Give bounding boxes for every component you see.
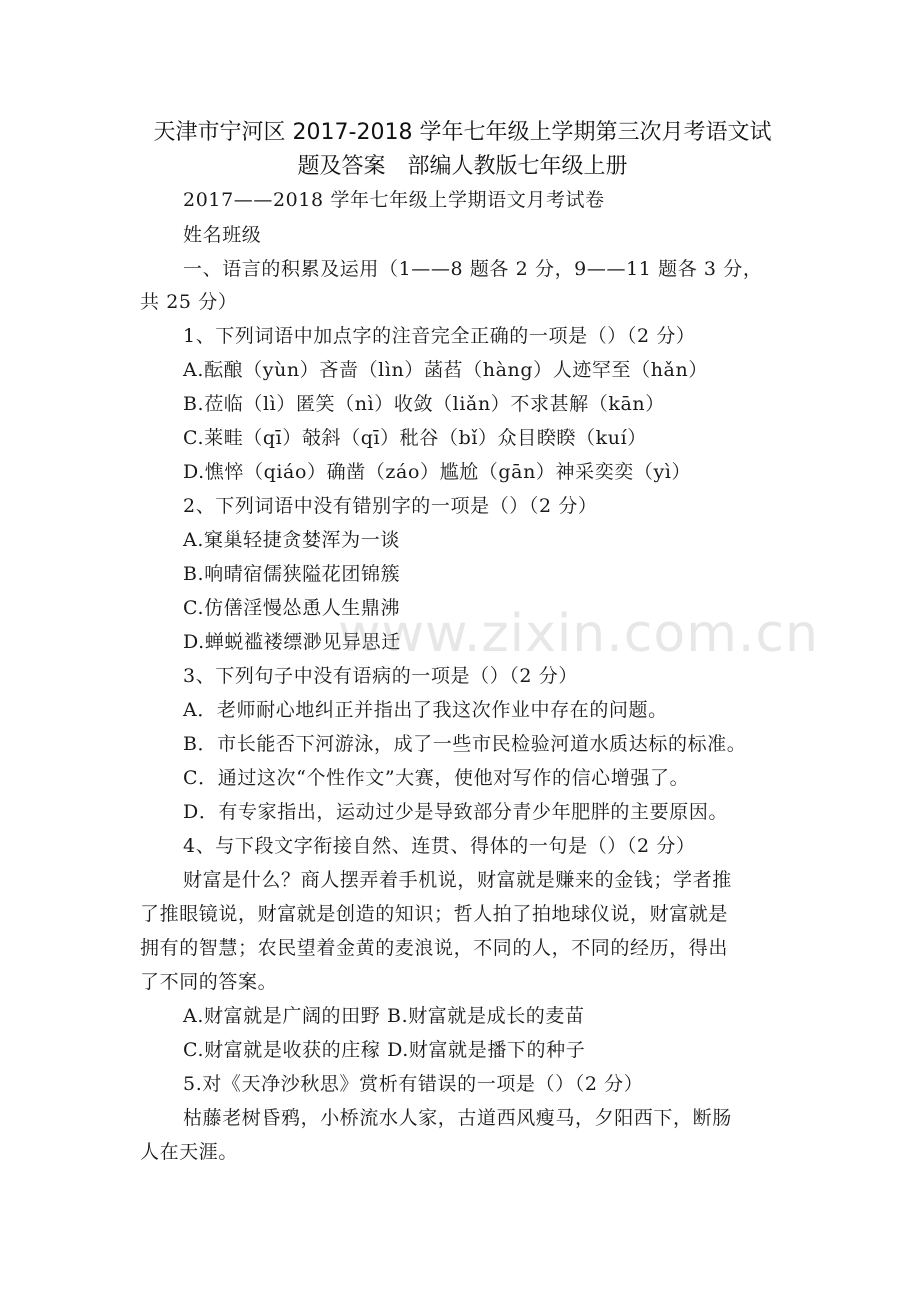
question-3-option-d: D．有专家指出，运动过少是导致部分青少年肥胖的主要原因。 <box>183 801 729 823</box>
question-3-option-b: B．市长能否下河游泳，成了一些市民检验河道水质达标的标准。 <box>183 733 747 755</box>
question-4-passage-line-1: 财富是什么？商人摆弄着手机说，财富就是赚来的金钱；学者推 <box>183 869 732 891</box>
question-1-option-c: C.莱畦（qī）攲斜（qī）秕谷（bǐ）众目睽睽（kuí） <box>183 427 647 449</box>
question-4-options-ab: A.财富就是广阔的田野 B.财富就是成长的麦苗 <box>183 1005 585 1027</box>
question-4-stem: 4、与下段文字衔接自然、连贯、得体的一句是（）（2 分） <box>183 835 696 857</box>
document-title-line-2: 题及答案 部编人教版七年级上册 <box>297 154 628 179</box>
watermark: www.zixin.com.cn <box>338 604 819 664</box>
exam-title: 2017——2018 学年七年级上学期语文月考试卷 <box>183 189 605 211</box>
question-4-passage-line-2: 了推眼镜说，财富就是创造的知识；哲人拍了拍地球仪说，财富就是 <box>140 903 729 925</box>
section-1-heading-cont: 共 25 分） <box>140 291 238 313</box>
name-class-label: 姓名班级 <box>183 224 262 246</box>
question-3-option-a: A．老师耐心地纠正并指出了我这次作业中存在的问题。 <box>183 699 668 721</box>
question-2-option-a: A.窠巢轻捷贪婪浑为一谈 <box>183 529 400 551</box>
question-1-option-a: A.酝酿（yùn）吝啬（lìn）菡萏（hàng）人迹罕至（hǎn） <box>183 359 708 381</box>
question-4-passage-line-3: 拥有的智慧；农民望着金黄的麦浪说，不同的人，不同的经历，得出 <box>140 937 729 959</box>
question-1-option-b: B.莅临（lì）匿笑（nì）收敛（liǎn）不求甚解（kān） <box>183 393 665 415</box>
question-5-stem: 5.对《天净沙秋思》赏析有错误的一项是（）（2 分） <box>183 1073 644 1095</box>
question-2-option-b: B.响晴宿儒狭隘花团锦簇 <box>183 563 401 585</box>
question-5-poem-line-2: 人在天涯。 <box>140 1141 239 1163</box>
question-2-option-d: D.蝉蜕褴褛缥渺见异思迁 <box>183 631 401 653</box>
question-4-options-cd: C.财富就是收获的庄稼 D.财富就是播下的种子 <box>183 1039 586 1061</box>
section-1-heading: 一、语言的积累及运用（1——8 题各 2 分，9——11 题各 3 分， <box>183 258 763 280</box>
question-3-stem: 3、下列句子中没有语病的一项是（）（2 分） <box>183 665 578 687</box>
question-1-option-d: D.憔悴（qiáo）确凿（záo）尴尬（gān）神采奕奕（yì） <box>183 461 692 483</box>
question-5-poem-line-1: 枯藤老树昏鸦，小桥流水人家，古道西风瘦马，夕阳西下，断肠 <box>183 1107 732 1129</box>
question-2-option-c: C.仿僐淫慢怂恿人生鼎沸 <box>183 597 401 619</box>
document-title-line-1: 天津市宁河区 2017-2018 学年七年级上学期第三次月考语文试 <box>153 120 772 145</box>
question-1-stem: 1、下列词语中加点字的注音完全正确的一项是（）（2 分） <box>183 325 696 347</box>
question-4-passage-line-4: 了不同的答案。 <box>140 971 278 993</box>
question-2-stem: 2、下列词语中没有错别字的一项是（）（2 分） <box>183 495 598 517</box>
question-3-option-c: C．通过这次“个性作文”大赛，使他对写作的信心增强了。 <box>183 767 690 789</box>
